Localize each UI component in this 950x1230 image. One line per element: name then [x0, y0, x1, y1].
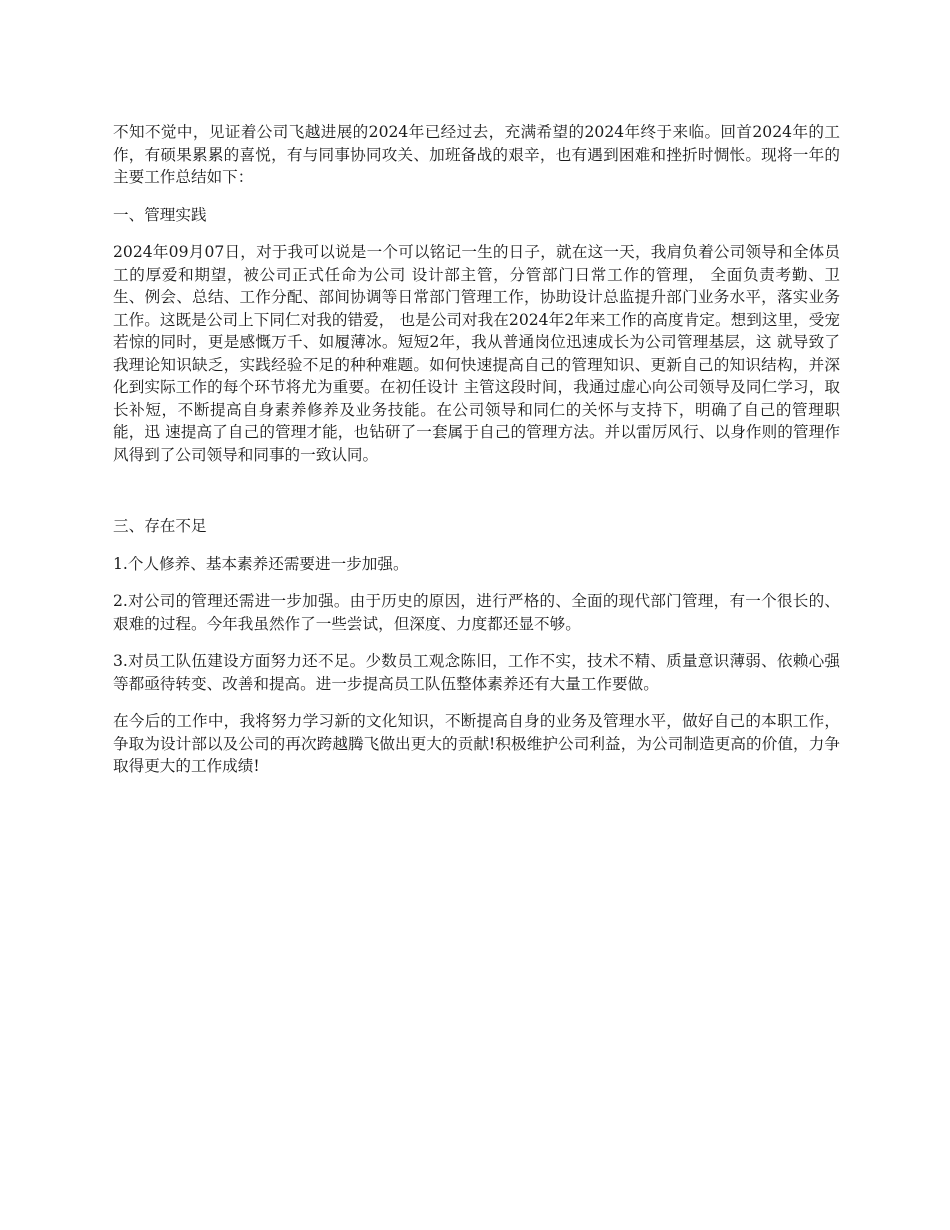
shortcoming-item-2: 2.对公司的管理还需进一步加强。由于历史的原因，进行严格的、全面的现代部门管理，有一个很长的、艰难的过程。今年我虽然作了一些尝试，但深度、力度都还显不够。 — [113, 592, 840, 633]
shortcoming-item-1: 1.个人修养、基本素养还需要进一步加强。 — [113, 554, 409, 573]
section-gap — [113, 481, 840, 515]
section-heading-management: 一、管理实践 — [113, 205, 207, 224]
document-page — [113, 121, 840, 793]
conclusion-paragraph: 在今后的工作中，我将努力学习新的文化知识，不断提高自身的业务及管理水平，做好自己的本职工作，争取为设计部以及公司的再次跨越腾飞做出更大的贡献!积极维护公司利益，为公司制造更高的价值，力争取得更大的工作成绩! — [113, 712, 840, 775]
section-heading-shortcomings: 三、存在不足 — [113, 517, 207, 535]
shortcoming-item-3: 3.对员工队伍建设方面努力还不足。少数员工观念陈旧，工作不实，技术不精、质量意识薄弱、依赖心强等都亟待转变、改善和提高。进一步提高员工队伍整体素养还有大量工作要做。 — [113, 652, 840, 693]
intro-paragraph: 不知不觉中，见证着公司飞越进展的2024年已经过去，充满希望的2024年终于来临。回首2024年的工作，有硕果累累的喜悦，有与同事协同攻关、加班备战的艰辛，也有遇到困难和挫折时惆怅。现将一年的主要工作总结如下： — [113, 123, 840, 186]
management-paragraph: 2024年09月07日，对于我可以说是一个可以铭记一生的日子，就在这一天，我肩负着公司领导和全体员工的厚爱和期望，被公司正式任命为公司 设计部主管，分管部门日常工作的管理， 全面负责考勤、卫生、例会、总结、工作分配、部间协调等日常部门管理工作，协助设计总监提升部门业务水平，落实业务工作。这既是公司上下同仁对我的错爱， 也是公司对我在2024年2年来工作的高度肯定。想到这里，受宠若惊的同时，更是感慨万千、如履薄冰。短短2年，我从普通岗位迅速成长为公司管理基层，这 就导致了我理论知识缺乏，实践经验不足的种种难题。如何快速提高自己的管理知识、更新自己的知识结构，并深化到实际工作的每个环节将尤为重要。在初任设计 主管这段时间，我通过虚心向公司领导及同仁学习，取长补短，不断提高自身素养修养及业务技能。在公司领导和同仁的关怀与支持下，明确了自己的管理职能，迅 速提高了自己的管理才能，也钻研了一套属于自己的管理方法。并以雷厉风行、以身作则的管理作风得到了公司领导和同事的一致认同。 — [113, 243, 840, 464]
